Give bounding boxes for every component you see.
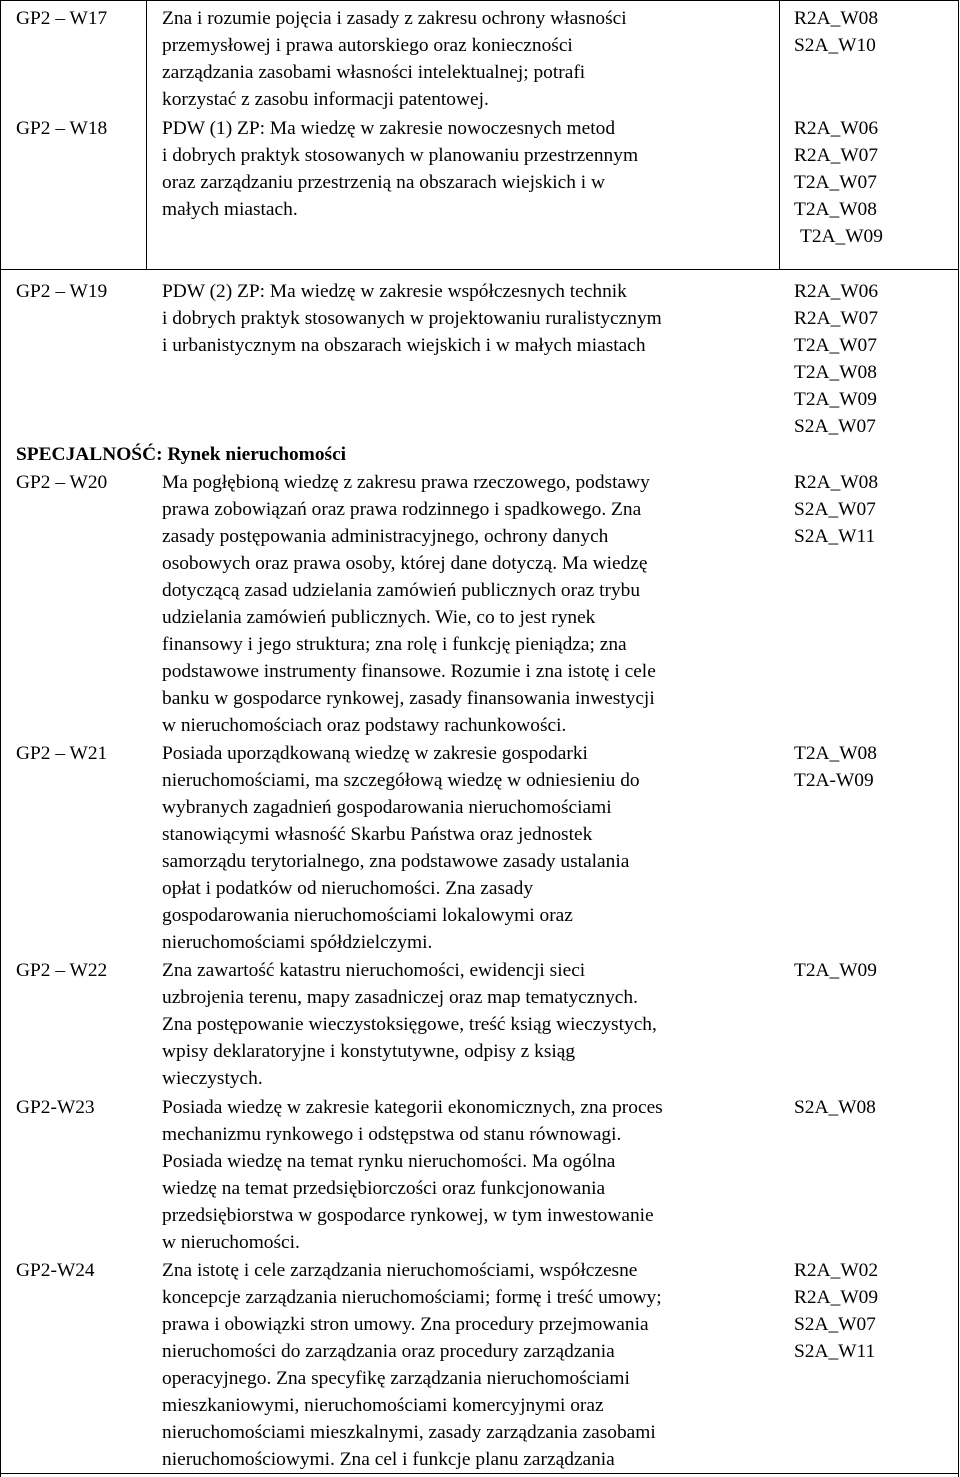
outcome-code: GP2 – W18 [16, 118, 108, 139]
outcome-description: Zna i rozumie pojęcia i zasady z zakresu ochrony własności przemysłowej i prawa autorskiego oraz konieczności zarządzania zasobami własności intelektualnej; potrafi korzystać z zasobu informacji patentowej. [162, 8, 627, 110]
outcome-references: R2A_W08 S2A_W10 [794, 8, 879, 56]
table-border-top [0, 0, 959, 1]
outcome-code: GP2 – W21 [16, 743, 108, 764]
outcome-references: T2A_W09 [794, 960, 877, 981]
outcome-description: PDW (1) ZP: Ma wiedzę w zakresie nowoczesnych metod i dobrych praktyk stosowanych w planowaniu przestrzennym oraz zarządzaniu przestrzenią na obszarach wiejskich i w małych miastach. [162, 118, 639, 220]
outcome-code: GP2-W23 [16, 1097, 95, 1118]
row-divider [0, 269, 959, 270]
table-border-right [958, 0, 959, 1477]
column-divider-1 [146, 0, 147, 270]
outcome-description: Posiada wiedzę w zakresie kategorii ekonomicznych, zna proces mechanizmu rynkowego i odstępstwa od stanu równowagi. Posiada wiedzę na temat rynku nieruchomości. Ma ogólna wiedzę na temat przedsiębiorczości oraz funkcjonowania przedsiębiorstwa w gospodarce rynkowej, w tym inwestowanie w nieruchomości. [162, 1097, 663, 1253]
outcome-code: GP2-W24 [16, 1260, 95, 1281]
table-border-left [0, 0, 1, 1477]
outcome-references: R2A_W06 R2A_W07 T2A_W07 T2A_W08 T2A_W09 S2A_W07 [794, 281, 879, 437]
outcome-description: Posiada uporządkowaną wiedzę w zakresie gospodarki nieruchomościami, ma szczegółową wiedzę w odniesieniu do wybranych zagadnień gospodarowania nieruchomościami stanowiącymi własność Skarbu Państwa oraz jednostek samorządu terytorialnego, zna podstawowe zasady ustalania opłat i podatków od nieruchomości. Zna zasady gospodarowania nieruchomościami lokalowymi oraz nieruchomościami spółdzielczymi. [162, 743, 640, 953]
outcome-code: GP2 – W20 [16, 472, 108, 493]
outcome-description: Zna istotę i cele zarządzania nieruchomościami, współczesne koncepcje zarządzania nieruchomościami; formę i treść umowy; prawa i obowiązki stron umowy. Zna procedury przejmowania nieruchomości do zarządzania oraz procedury zarządzania operacyjnego. Zna specyfikę zarządzania nieruchomościami mieszkaniowymi, nieruchomościami komercyjnymi oraz nieruchomościami mieszkalnymi, zasady zarządzania zasobami nieruchomościowymi. Zna cel i funkcje planu zarządzania [162, 1260, 662, 1470]
table-border-bottom [0, 1473, 959, 1474]
outcome-references: R2A_W06 R2A_W07 T2A_W07 T2A_W08 T2A_W09 [794, 118, 883, 247]
outcome-description: Zna zawartość katastru nieruchomości, ewidencji sieci uzbrojenia terenu, mapy zasadniczej oraz map tematycznych. Zna postępowanie wieczystoksięgowe, treść ksiąg wieczystych, wpisy deklaratoryjne i konstytutywne, odpisy z ksiąg wieczystych. [162, 960, 657, 1089]
outcome-code: GP2 – W22 [16, 960, 108, 981]
outcome-description: PDW (2) ZP: Ma wiedzę w zakresie współczesnych technik i dobrych praktyk stosowanych w projektowaniu ruralistycznym i urbanistycznym na obszarach wiejskich i w małych miastach [162, 281, 662, 356]
outcome-references: R2A_W08 S2A_W07 S2A_W11 [794, 472, 879, 547]
outcome-references: S2A_W08 [794, 1097, 876, 1118]
outcome-code: GP2 – W17 [16, 8, 108, 29]
column-divider-2 [779, 0, 780, 270]
outcome-references: T2A_W08 T2A-W09 [794, 743, 877, 791]
outcome-description: Ma pogłębioną wiedzę z zakresu prawa rzeczowego, podstawy prawa zobowiązań oraz prawa rodzinnego i spadkowego. Zna zasady postępowania administracyjnego, ochrony danych osobowych oraz prawa osoby, której dane dotyczą. Ma wiedzę dotyczącą zasad udzielania zamówień publicznych oraz trybu udzielania zamówień publicznych. Wie, co to jest rynek finansowy i jego struktura; zna rolę i funkcję pieniądza; zna podstawowe instrumenty finansowe. Rozumie i zna istotę i cele banku w gospodarce rynkowej, zasady finansowania inwestycji w nieruchomościach oraz podstawy rachunkowości. [162, 472, 656, 736]
outcome-code: GP2 – W19 [16, 281, 108, 302]
outcome-references: R2A_W02 R2A_W09 S2A_W07 S2A_W11 [794, 1260, 879, 1362]
section-title: SPECJALNOŚĆ: Rynek nieruchomości [16, 444, 347, 465]
